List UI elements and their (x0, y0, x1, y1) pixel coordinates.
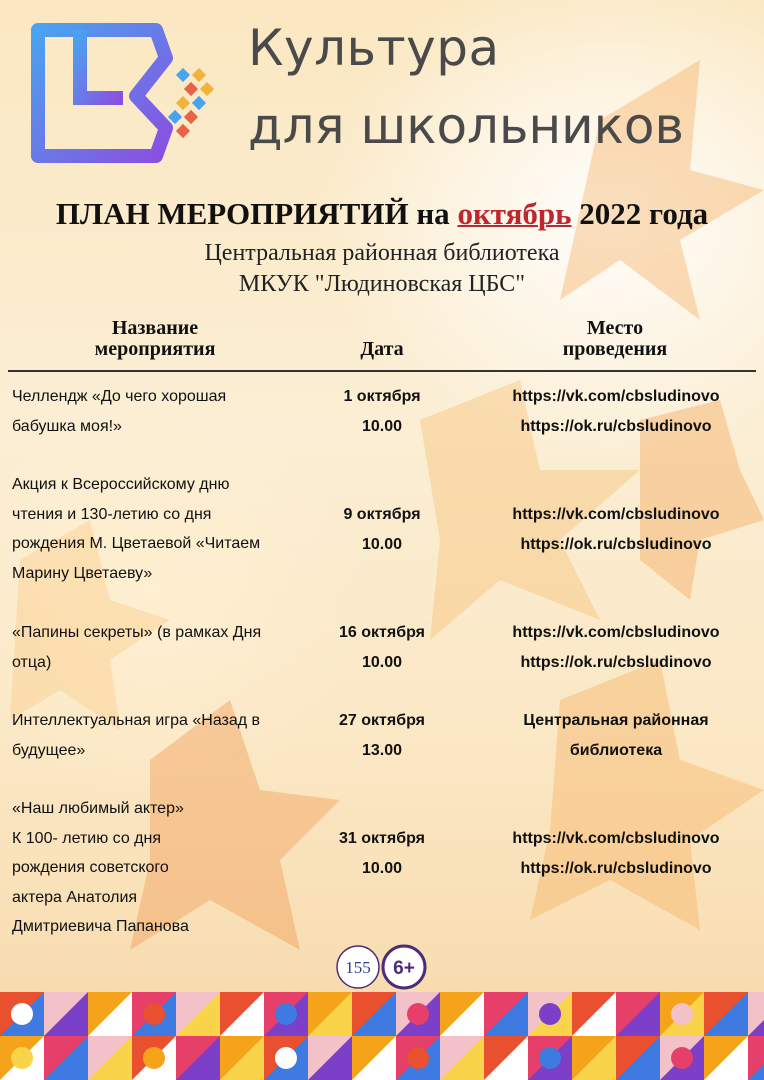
event-date-1 (312, 382, 452, 441)
event-date-3 (312, 618, 452, 677)
column-header-place-line-1: Место (586, 317, 644, 339)
pattern-circle (11, 1047, 33, 1069)
pattern-circle (143, 1047, 165, 1069)
event-name-line: Интеллектуальная игра «Назад в (12, 712, 261, 729)
pattern-circle (11, 1003, 33, 1025)
pattern-circle (671, 1003, 693, 1025)
pattern-circle (407, 1047, 429, 1069)
event-place-link[interactable]: https://vk.com/cbsludinovo (512, 506, 720, 523)
event-name-1 (12, 382, 312, 441)
event-place-link[interactable]: https://ok.ru/cbsludinovo (520, 859, 712, 877)
brand-line-2: для школьников (248, 97, 684, 155)
event-name-line: «Папины секреты» (в рамках Дня (12, 624, 262, 641)
event-name-line: отца) (12, 653, 52, 671)
title-month: октябрь (457, 196, 572, 231)
event-place-text: Центральная районная (523, 712, 709, 729)
event-name-2 (12, 470, 312, 588)
column-header-name-line-2: мероприятия (94, 338, 216, 360)
column-header-date: Дата (360, 338, 404, 360)
pattern-circle (539, 1003, 561, 1025)
title-suffix: 2022 года (579, 196, 709, 231)
event-time: 10.00 (361, 417, 403, 435)
pattern-circle (143, 1003, 165, 1025)
event-place-5 (470, 824, 762, 883)
age-rating-badge (383, 946, 425, 988)
event-name-line: К 100- летию со дня (12, 829, 162, 847)
event-date: 9 октября (343, 506, 421, 523)
event-name-line: чтения и 130-летию со дня (12, 505, 212, 523)
event-place-3 (470, 618, 762, 677)
event-name-line: Акция к Всероссийскому дню (12, 476, 230, 493)
event-name-line: будущее» (12, 741, 86, 759)
badges-graphic (336, 944, 428, 990)
column-header-name-line-1: Название (111, 317, 199, 339)
event-date: 31 октября (339, 830, 425, 847)
event-name-line: рождения советского (12, 859, 169, 876)
event-name-line: Дмитриевича Папанова (12, 918, 189, 935)
event-place-link[interactable]: https://vk.com/cbsludinovo (512, 830, 720, 847)
pattern-circle (275, 1047, 297, 1069)
bottom-decorative-pattern (0, 992, 764, 1080)
event-place-link[interactable]: https://ok.ru/cbsludinovo (520, 653, 712, 671)
event-name-3 (12, 618, 312, 677)
event-place-link[interactable]: https://ok.ru/cbsludinovo (520, 417, 712, 435)
pattern-circle (539, 1047, 561, 1069)
event-name-line: рождения М. Цветаевой «Читаем (12, 535, 261, 552)
page-title (0, 196, 764, 232)
header (0, 0, 764, 195)
anniversary-155-logo-icon (337, 946, 379, 988)
age-rating-text: 6+ (393, 958, 415, 979)
event-name-line: актера Анатолия (12, 888, 138, 906)
event-name-line: бабушка моя!» (12, 417, 122, 435)
event-name-line: Челлендж «До чего хорошая (12, 388, 227, 405)
event-date: 1 октября (343, 388, 421, 405)
header-divider (8, 370, 756, 372)
event-place-link[interactable]: https://vk.com/cbsludinovo (512, 388, 720, 405)
event-name-5 (12, 794, 312, 942)
anniversary-logo-text: 155 (345, 958, 371, 977)
event-date-2 (312, 500, 452, 559)
event-date-4 (312, 706, 452, 765)
event-name-4 (12, 706, 312, 765)
event-place-2 (470, 500, 762, 559)
event-time: 13.00 (361, 741, 403, 759)
brand-name (248, 18, 684, 156)
event-time: 10.00 (361, 535, 403, 553)
event-time: 10.00 (361, 653, 403, 671)
event-date: 16 октября (339, 624, 425, 641)
pattern-circle (275, 1003, 297, 1025)
subtitle-line-1: Центральная районная библиотека (204, 240, 560, 266)
subtitle-line-2: МКУК "Людиновская ЦБС" (238, 271, 526, 297)
event-place-link[interactable]: https://vk.com/cbsludinovo (512, 624, 720, 641)
event-date-5 (312, 824, 452, 883)
event-name-line: «Наш любимый актер» (12, 800, 184, 817)
event-date: 27 октября (339, 712, 425, 729)
event-place-1 (470, 382, 762, 441)
column-header-place-line-2: проведения (562, 338, 668, 360)
title-prefix: ПЛАН МЕРОПРИЯТИЙ на (55, 196, 450, 231)
pattern-circle (671, 1047, 693, 1069)
brand-line-1: Культура (248, 19, 500, 77)
kultura-logo-icon (18, 18, 218, 168)
event-name-line: Марину Цветаеву» (12, 564, 153, 582)
column-header-name (40, 318, 270, 360)
column-header-place (500, 318, 730, 360)
subtitle (0, 238, 764, 300)
badges (336, 944, 428, 990)
event-time: 10.00 (361, 859, 403, 877)
event-place-link[interactable]: https://ok.ru/cbsludinovo (520, 535, 712, 553)
event-place-4 (470, 706, 762, 765)
event-place-text: библиотека (569, 741, 663, 759)
pattern-circle (407, 1003, 429, 1025)
